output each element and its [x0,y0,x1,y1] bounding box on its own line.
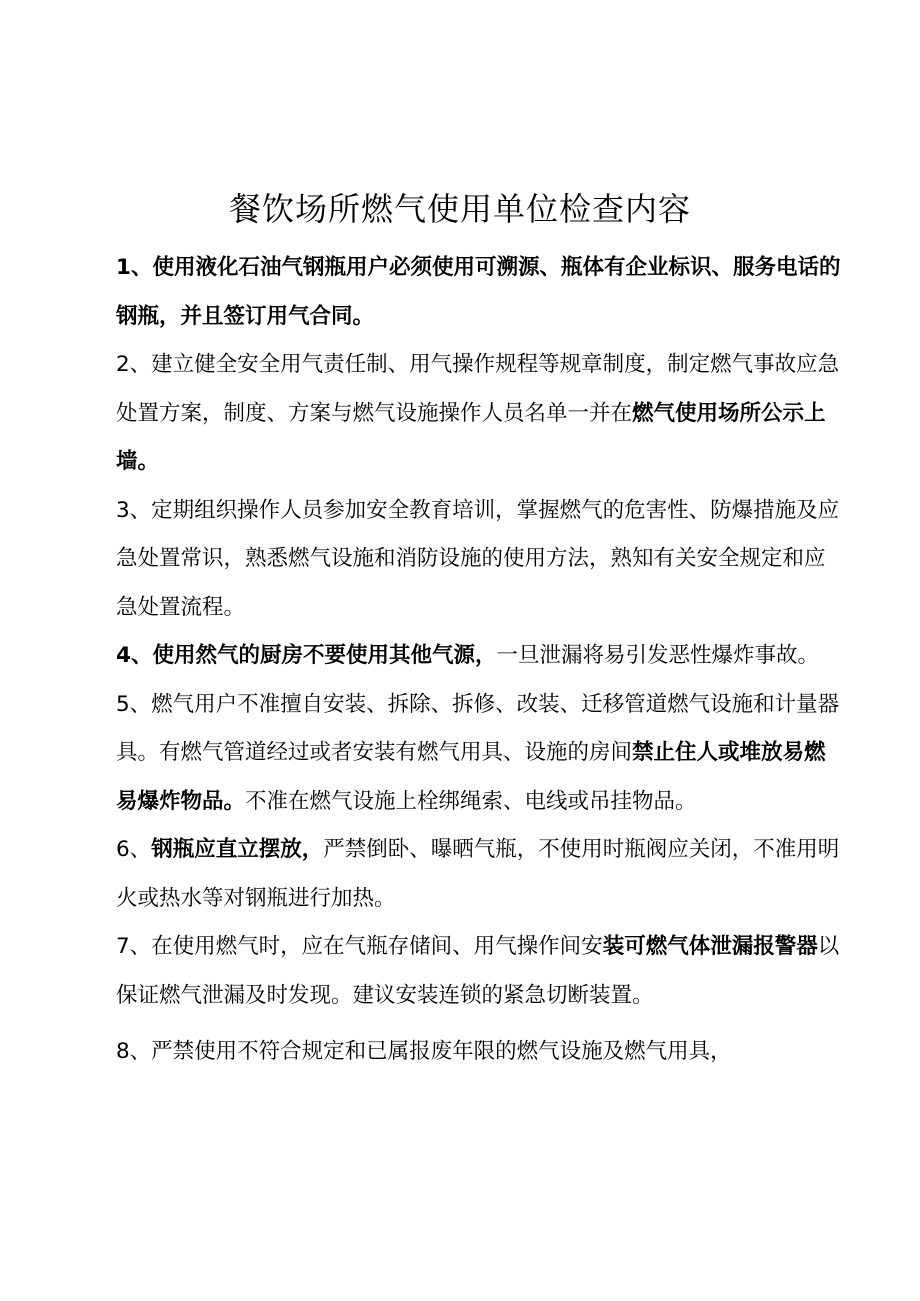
list-item [116,487,846,633]
document-title: 餐饮场所燃气使用单位检查内容 [228,190,691,229]
list-item [116,632,846,681]
text-run: 8、严禁使用不符合规定和已属报废年限的燃气设施及燃气用具， [116,1039,732,1064]
bold-text-run: 1、使用液化石油气钢瓶用户必须使用可溯源、瓶体有企业标识、服务电话的钢瓶，并且签订用气合同。 [116,255,841,329]
list-item [116,341,846,487]
list-item [116,681,846,827]
list-item [116,826,846,923]
inspection-items-list [116,244,846,1077]
list-item [116,923,846,1020]
bold-text-run: 装可燃气体泄漏报警器 [602,934,818,959]
text-run: 一旦泄漏将易引发恶性爆炸事故。 [496,643,819,668]
bold-text-run: 钢瓶应直立摆放， [151,837,324,862]
bold-text-run: 4、使用然气的厨房不要使用其他气源， [116,643,497,668]
text-run: 6、 [116,837,152,862]
text-run: 7、在使用燃气时，应在气瓶存储间、用气操作间安 [116,934,603,959]
bold-text-run: 禁止住人或堆放易燃易爆炸物品。 [116,740,826,814]
text-run: 严禁倒卧、曝晒气瓶，不使用时瓶阀应关闭，不准用明火或热水等对钢瓶进行加热。 [116,837,840,911]
text-run: 2、建立健全安全用气责任制、用气操作规程等规章制度，制定燃气事故应急处置方案，制度、方案与燃气设施操作人员名单一并在 [116,352,840,426]
list-item [116,244,846,341]
text-run: 不准在燃气设施上栓绑绳索、电线或吊挂物品。 [245,788,697,814]
bold-text-run: 燃气使用场所公示上墙。 [116,400,826,474]
list-item [116,1028,846,1077]
text-run: 3、定期组织操作人员参加安全教育培训，掌握燃气的危害性、防爆措施及应急处置常识，熟悉燃气设施和消防设施的使用方法，熟知有关安全规定和应急处置流程。 [116,497,840,620]
text-run: 5、燃气用户不准擅自安装、拆除、拆修、改装、迁移管道燃气设施和计量器具。有燃气管道经过或者安装有燃气用具、设施的房间 [116,691,840,765]
text-run: 以保证燃气泄漏及时发现。建议安装连锁的紧急切断装置。 [116,934,840,1008]
